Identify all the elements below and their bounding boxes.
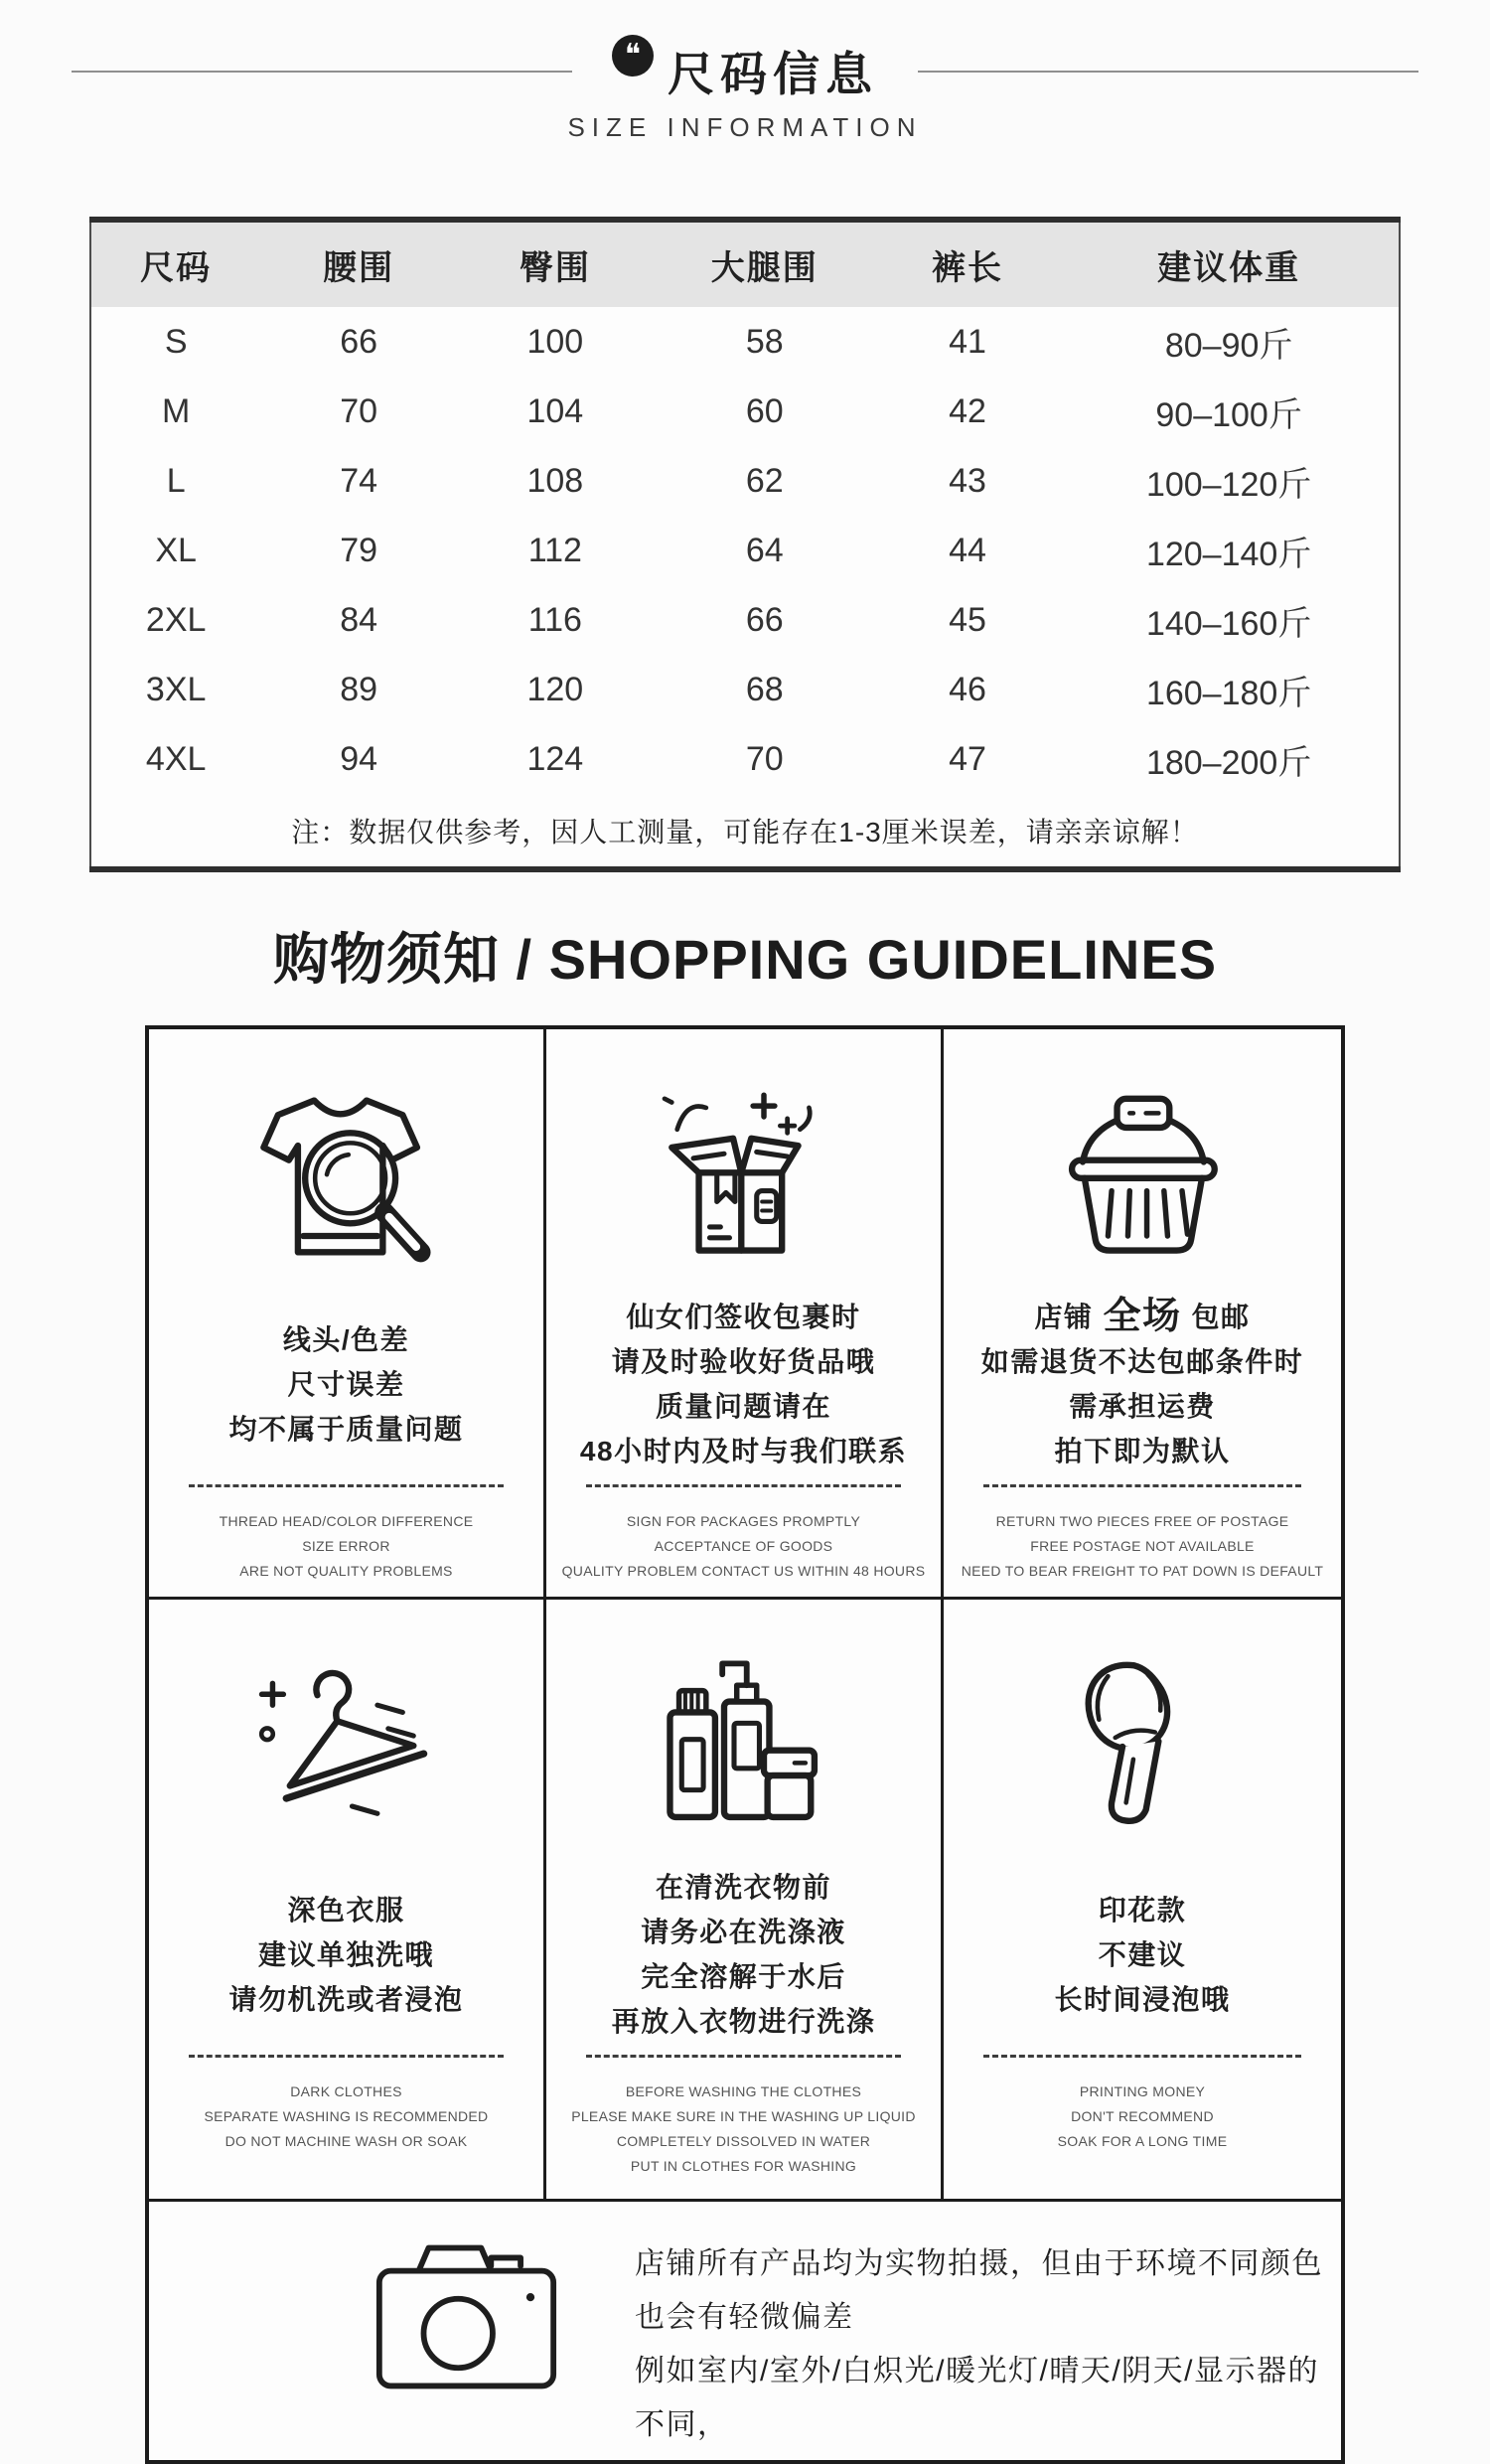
cell: 100: [526, 322, 584, 361]
dashed-divider: [189, 2055, 505, 2058]
guideline-cn-line: 深色衣服: [287, 1894, 405, 1925]
cell: 160–180斤: [1145, 674, 1312, 712]
guideline-en-line: PRINTING MONEY: [1079, 2083, 1206, 2099]
guideline-cn-line: 长时间浸泡哦: [1054, 1983, 1231, 2015]
cell: 89: [340, 670, 378, 708]
divider-line-left: [72, 71, 572, 73]
size-table-note: 注：数据仅供参考，因人工测量，可能存在1-3厘米误差，请亲亲谅解！: [291, 816, 1199, 847]
guideline-cn-line: 印花款: [1098, 1894, 1187, 1925]
cell: 70: [745, 739, 784, 778]
size-info-title-cn: 尺码信息: [668, 48, 878, 100]
cell: 120–140斤: [1145, 535, 1312, 573]
cell: 94: [340, 739, 378, 778]
size-info-title-en: SIZE INFORMATION: [567, 112, 923, 142]
photo-disclaimer-panel: [149, 2202, 1341, 2460]
cell: 2XL: [145, 600, 207, 639]
cell: M: [162, 391, 191, 430]
col-header-weight: 建议体重: [1059, 220, 1400, 307]
size-row-m: [90, 377, 1400, 446]
cell: 84: [340, 600, 378, 639]
cell: 66: [745, 600, 784, 639]
size-table-header-row: [90, 220, 1400, 307]
cell: XL: [155, 531, 197, 569]
guideline-cn-line: 48小时内及时与我们联系: [579, 1436, 908, 1466]
cell: 80–90斤: [1164, 326, 1293, 365]
cell: 66: [340, 322, 378, 361]
guideline-cn-line: 请及时验收好货品哦: [611, 1346, 876, 1377]
guideline-en-line: THREAD HEAD/COLOR DIFFERENCE: [219, 1513, 474, 1529]
dashed-divider: [983, 1484, 1301, 1487]
guideline-en-line: FREE POSTAGE NOT AVAILABLE: [1030, 1538, 1255, 1554]
guideline-cn-line: 完全溶解于水后: [641, 1961, 846, 1992]
cell: 120: [526, 670, 584, 708]
dashed-divider: [189, 1484, 505, 1487]
guideline-cn-line: 拍下即为默认: [1054, 1436, 1231, 1466]
size-row-l: [90, 446, 1400, 516]
cell: 60: [745, 391, 784, 430]
guideline-en-line: SEPARATE WASHING IS RECOMMENDED: [204, 2108, 489, 2124]
package-box-icon: [645, 1069, 843, 1284]
cell: 43: [949, 461, 986, 500]
guideline-en-line: BEFORE WASHING THE CLOTHES: [625, 2083, 862, 2099]
guideline-en-line: PLEASE MAKE SURE IN THE WASHING UP LIQUID: [571, 2108, 916, 2124]
guideline-cn-line: 线头/色差: [282, 1323, 410, 1355]
shopping-basket-icon: [1043, 1069, 1242, 1284]
guideline-en-line: NEED TO BEAR FREIGHT TO PAT DOWN IS DEFAULT: [961, 1563, 1324, 1579]
cell: S: [164, 322, 188, 361]
guideline-en-line: DO NOT MACHINE WASH OR SOAK: [224, 2133, 468, 2149]
guideline-en-line: PUT IN CLOTHES FOR WASHING: [630, 2158, 857, 2174]
guidelines-grid: [145, 1025, 1345, 2464]
quote-icon: ❝: [612, 35, 654, 77]
disclaimer-line: 店铺所有产品均为实物拍摄，但由于环境不同颜色也会有轻微偏差: [635, 2247, 1323, 2334]
col-header-hip: 臀围: [457, 220, 654, 307]
guideline-cell-printed: [944, 1600, 1341, 2202]
shopping-guidelines-title: 购物须知 / SHOPPING GUIDELINES: [272, 928, 1218, 991]
cell: 140–160斤: [1145, 604, 1312, 643]
col-header-waist: 腰围: [260, 220, 457, 307]
scarf-icon: [1043, 1639, 1242, 1854]
dashed-divider: [983, 2055, 1301, 2058]
cell: 104: [526, 391, 584, 430]
guideline-cn-line: 质量问题请在: [655, 1391, 831, 1422]
size-row-4xl: [90, 724, 1400, 794]
cell: 62: [745, 461, 784, 500]
guideline-cn-line: 请勿机洗或者浸泡: [228, 1983, 464, 2015]
camera-icon: [360, 2222, 573, 2407]
cell: 3XL: [145, 670, 207, 708]
cell: 124: [526, 739, 584, 778]
guideline-cn-line: 请务必在洗涤液: [641, 1917, 846, 1947]
guideline-cn-line: 店铺 全场 包邮: [1034, 1296, 1251, 1337]
cell: 41: [949, 322, 986, 361]
guideline-cn-line: 均不属于质量问题: [228, 1413, 464, 1445]
cell: 64: [745, 531, 784, 569]
guideline-cn-line: 仙女们签收包裹时: [626, 1302, 861, 1332]
cell: 100–120斤: [1145, 465, 1312, 504]
guideline-en-line: ACCEPTANCE OF GOODS: [654, 1538, 833, 1554]
cell: 112: [527, 531, 582, 569]
dashed-divider: [586, 1484, 902, 1487]
guideline-cell-shipping: [944, 1029, 1341, 1600]
tshirt-magnifier-icon: [247, 1069, 446, 1284]
size-table-note-row: [90, 794, 1400, 869]
guideline-en-line: SOAK FOR A LONG TIME: [1057, 2133, 1228, 2149]
detergent-bottles-icon: [645, 1639, 843, 1854]
guideline-en-line: DON'T RECOMMEND: [1071, 2108, 1214, 2124]
cell: 44: [949, 531, 986, 569]
cell: 42: [949, 391, 986, 430]
guideline-en-line: DARK CLOTHES: [290, 2083, 402, 2099]
size-row-s: [90, 307, 1400, 377]
size-info-header: [0, 0, 1490, 143]
col-header-pant-length: 裤长: [876, 220, 1060, 307]
cell: 74: [340, 461, 378, 500]
guideline-cn-line: 如需退货不达包邮条件时: [980, 1346, 1304, 1377]
guideline-en-line: ARE NOT QUALITY PROBLEMS: [239, 1563, 453, 1579]
cell: 58: [745, 322, 784, 361]
guideline-cell-inspection: [546, 1029, 944, 1600]
size-row-xl: [90, 516, 1400, 585]
divider-line-right: [918, 71, 1418, 73]
guideline-en-line: QUALITY PROBLEM CONTACT US WITHIN 48 HOURS: [561, 1563, 926, 1579]
guideline-en-line: RETURN TWO PIECES FREE OF POSTAGE: [995, 1513, 1289, 1529]
cell: L: [166, 461, 186, 500]
guideline-cell-dark-clothes: [149, 1600, 546, 2202]
cell: 68: [745, 670, 784, 708]
cell: 180–200斤: [1145, 743, 1312, 782]
guideline-en-line: SIZE ERROR: [302, 1538, 390, 1554]
col-header-thigh: 大腿围: [654, 220, 876, 307]
cell: 45: [949, 600, 986, 639]
guideline-cn-line: 在清洗衣物前: [655, 1872, 831, 1903]
cell: 47: [949, 739, 986, 778]
guideline-cell-detergent: [546, 1600, 944, 2202]
cell: 108: [526, 461, 584, 500]
guideline-cell-quality: [149, 1029, 546, 1600]
guideline-cn-line: 需承担运费: [1069, 1391, 1216, 1422]
cell: 90–100斤: [1155, 395, 1302, 434]
cell: 79: [340, 531, 378, 569]
size-row-3xl: [90, 655, 1400, 724]
guideline-en-line: SIGN FOR PACKAGES PROMPTLY: [626, 1513, 861, 1529]
dashed-divider: [586, 2055, 902, 2058]
guideline-cn-line: 尺寸误差: [287, 1368, 405, 1400]
cell: 46: [949, 670, 986, 708]
size-table: [89, 217, 1401, 872]
cell: 4XL: [145, 739, 207, 778]
guideline-en-line: COMPLETELY DISSOLVED IN WATER: [616, 2133, 871, 2149]
guideline-cn-line: 建议单独洗哦: [257, 1938, 434, 1970]
guideline-cn-line: 再放入衣物进行洗涤: [611, 2006, 876, 2037]
col-header-size: 尺码: [90, 220, 260, 307]
guideline-cn-line: 不建议: [1098, 1938, 1187, 1970]
hanger-icon: [247, 1639, 446, 1854]
disclaimer-line: 例如室内/室外/白炽光/暖光灯/晴天/阴天/显示器的不同，: [635, 2355, 1320, 2441]
cell: 116: [527, 600, 582, 639]
cell: 70: [340, 391, 378, 430]
size-row-2xl: [90, 585, 1400, 655]
